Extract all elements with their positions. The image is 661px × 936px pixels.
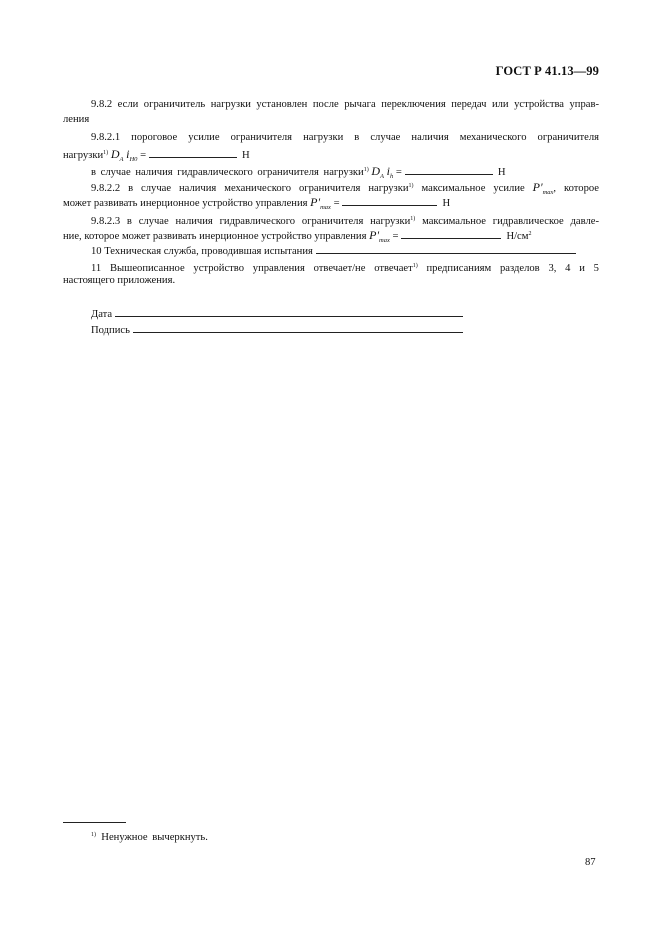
footnote-text: Ненужное вычеркнуть. bbox=[101, 832, 208, 843]
max-pressure-field[interactable] bbox=[401, 228, 501, 239]
symbol-P: P' bbox=[532, 180, 543, 194]
date-row bbox=[91, 306, 599, 322]
text: 11 Вышеописанное устройство управления отвечает/не отвечает bbox=[91, 263, 413, 274]
paragraph-9-8-2-line1: 9.8.2 если ограничитель нагрузки установлен после рычага переключения передач или устройства управ- bbox=[91, 99, 599, 110]
footnote-mark: 1) bbox=[363, 167, 369, 173]
footnote-mark: 1) bbox=[408, 183, 414, 189]
signature-row bbox=[91, 322, 599, 338]
footnote-mark: 1) bbox=[412, 263, 418, 269]
symbol-P-sub: max bbox=[379, 237, 390, 244]
symbol-D-sub: A bbox=[380, 173, 385, 180]
footnote bbox=[91, 832, 208, 843]
symbol-P: P' bbox=[310, 195, 321, 209]
text: в случае наличия гидравлического ограничителя нагрузки bbox=[91, 167, 364, 178]
page-header: ГОСТ Р 41.13—99 bbox=[495, 64, 599, 78]
text: может развивать инерционное устройство управления bbox=[63, 198, 311, 209]
unit: Н bbox=[242, 150, 250, 161]
text: предписаниям разделов 3, 4 и 5 bbox=[417, 263, 599, 274]
unit-sup: 2 bbox=[528, 231, 532, 237]
footnote-mark: 1) bbox=[91, 832, 96, 838]
text: 9.8.2.2 в случае наличия механического ограничителя нагрузки bbox=[91, 183, 409, 194]
date-label: Дата bbox=[91, 309, 113, 320]
symbol-P-sub: max bbox=[542, 189, 554, 196]
footnote-mark: 1) bbox=[103, 150, 109, 156]
symbol-D-sub: A bbox=[119, 156, 124, 163]
symbol-i-sub: h bbox=[390, 173, 394, 180]
equals: = bbox=[395, 167, 402, 178]
text: максимальное усилие bbox=[413, 183, 533, 194]
signature-field[interactable] bbox=[133, 322, 463, 333]
unit: Н bbox=[497, 167, 506, 178]
symbol-P: P' bbox=[369, 228, 380, 242]
symbol-i: i bbox=[386, 164, 391, 178]
text: максимальное гидравлическое давле- bbox=[415, 216, 599, 227]
text: ние, которое может развивать инерционное устройство управления bbox=[63, 231, 370, 242]
page-number: 87 bbox=[585, 857, 596, 868]
paragraph-11-line2: настоящего приложения. bbox=[63, 275, 176, 286]
text: 10 Техническая служба, проводившая испытания bbox=[91, 246, 313, 257]
date-field[interactable] bbox=[115, 306, 463, 317]
equals: = bbox=[392, 231, 399, 242]
force-mechanical-field[interactable] bbox=[149, 147, 237, 158]
symbol-P-sub: max bbox=[320, 204, 331, 211]
signature-label: Подпись bbox=[91, 325, 130, 336]
text: 9.8.2.3 в случае наличия гидравлического ограничителя нагрузки bbox=[91, 216, 411, 227]
paragraph-9-8-2-line2: ления bbox=[63, 114, 90, 125]
text: , которое bbox=[553, 183, 600, 194]
equals: = bbox=[140, 150, 147, 161]
unit: Н/см bbox=[506, 231, 529, 242]
technical-service-field[interactable] bbox=[316, 243, 576, 254]
unit: Н bbox=[442, 198, 451, 209]
text: нагрузки bbox=[63, 150, 104, 161]
symbol-D: D bbox=[110, 147, 120, 161]
symbol-i-sub: H0 bbox=[129, 156, 138, 163]
paragraph-10 bbox=[91, 243, 599, 259]
symbol-i: i bbox=[126, 147, 130, 161]
equals: = bbox=[333, 198, 340, 209]
paragraph-9-8-2-1-line1: 9.8.2.1 пороговое усилие ограничителя нагрузки в случае наличия механического ограничителя bbox=[91, 132, 599, 143]
symbol-D: D bbox=[371, 164, 381, 178]
footnote-mark: 1) bbox=[410, 216, 416, 222]
force-hydraulic-field[interactable] bbox=[405, 164, 493, 175]
footnote-divider bbox=[63, 822, 126, 823]
max-force-field[interactable] bbox=[342, 195, 437, 206]
